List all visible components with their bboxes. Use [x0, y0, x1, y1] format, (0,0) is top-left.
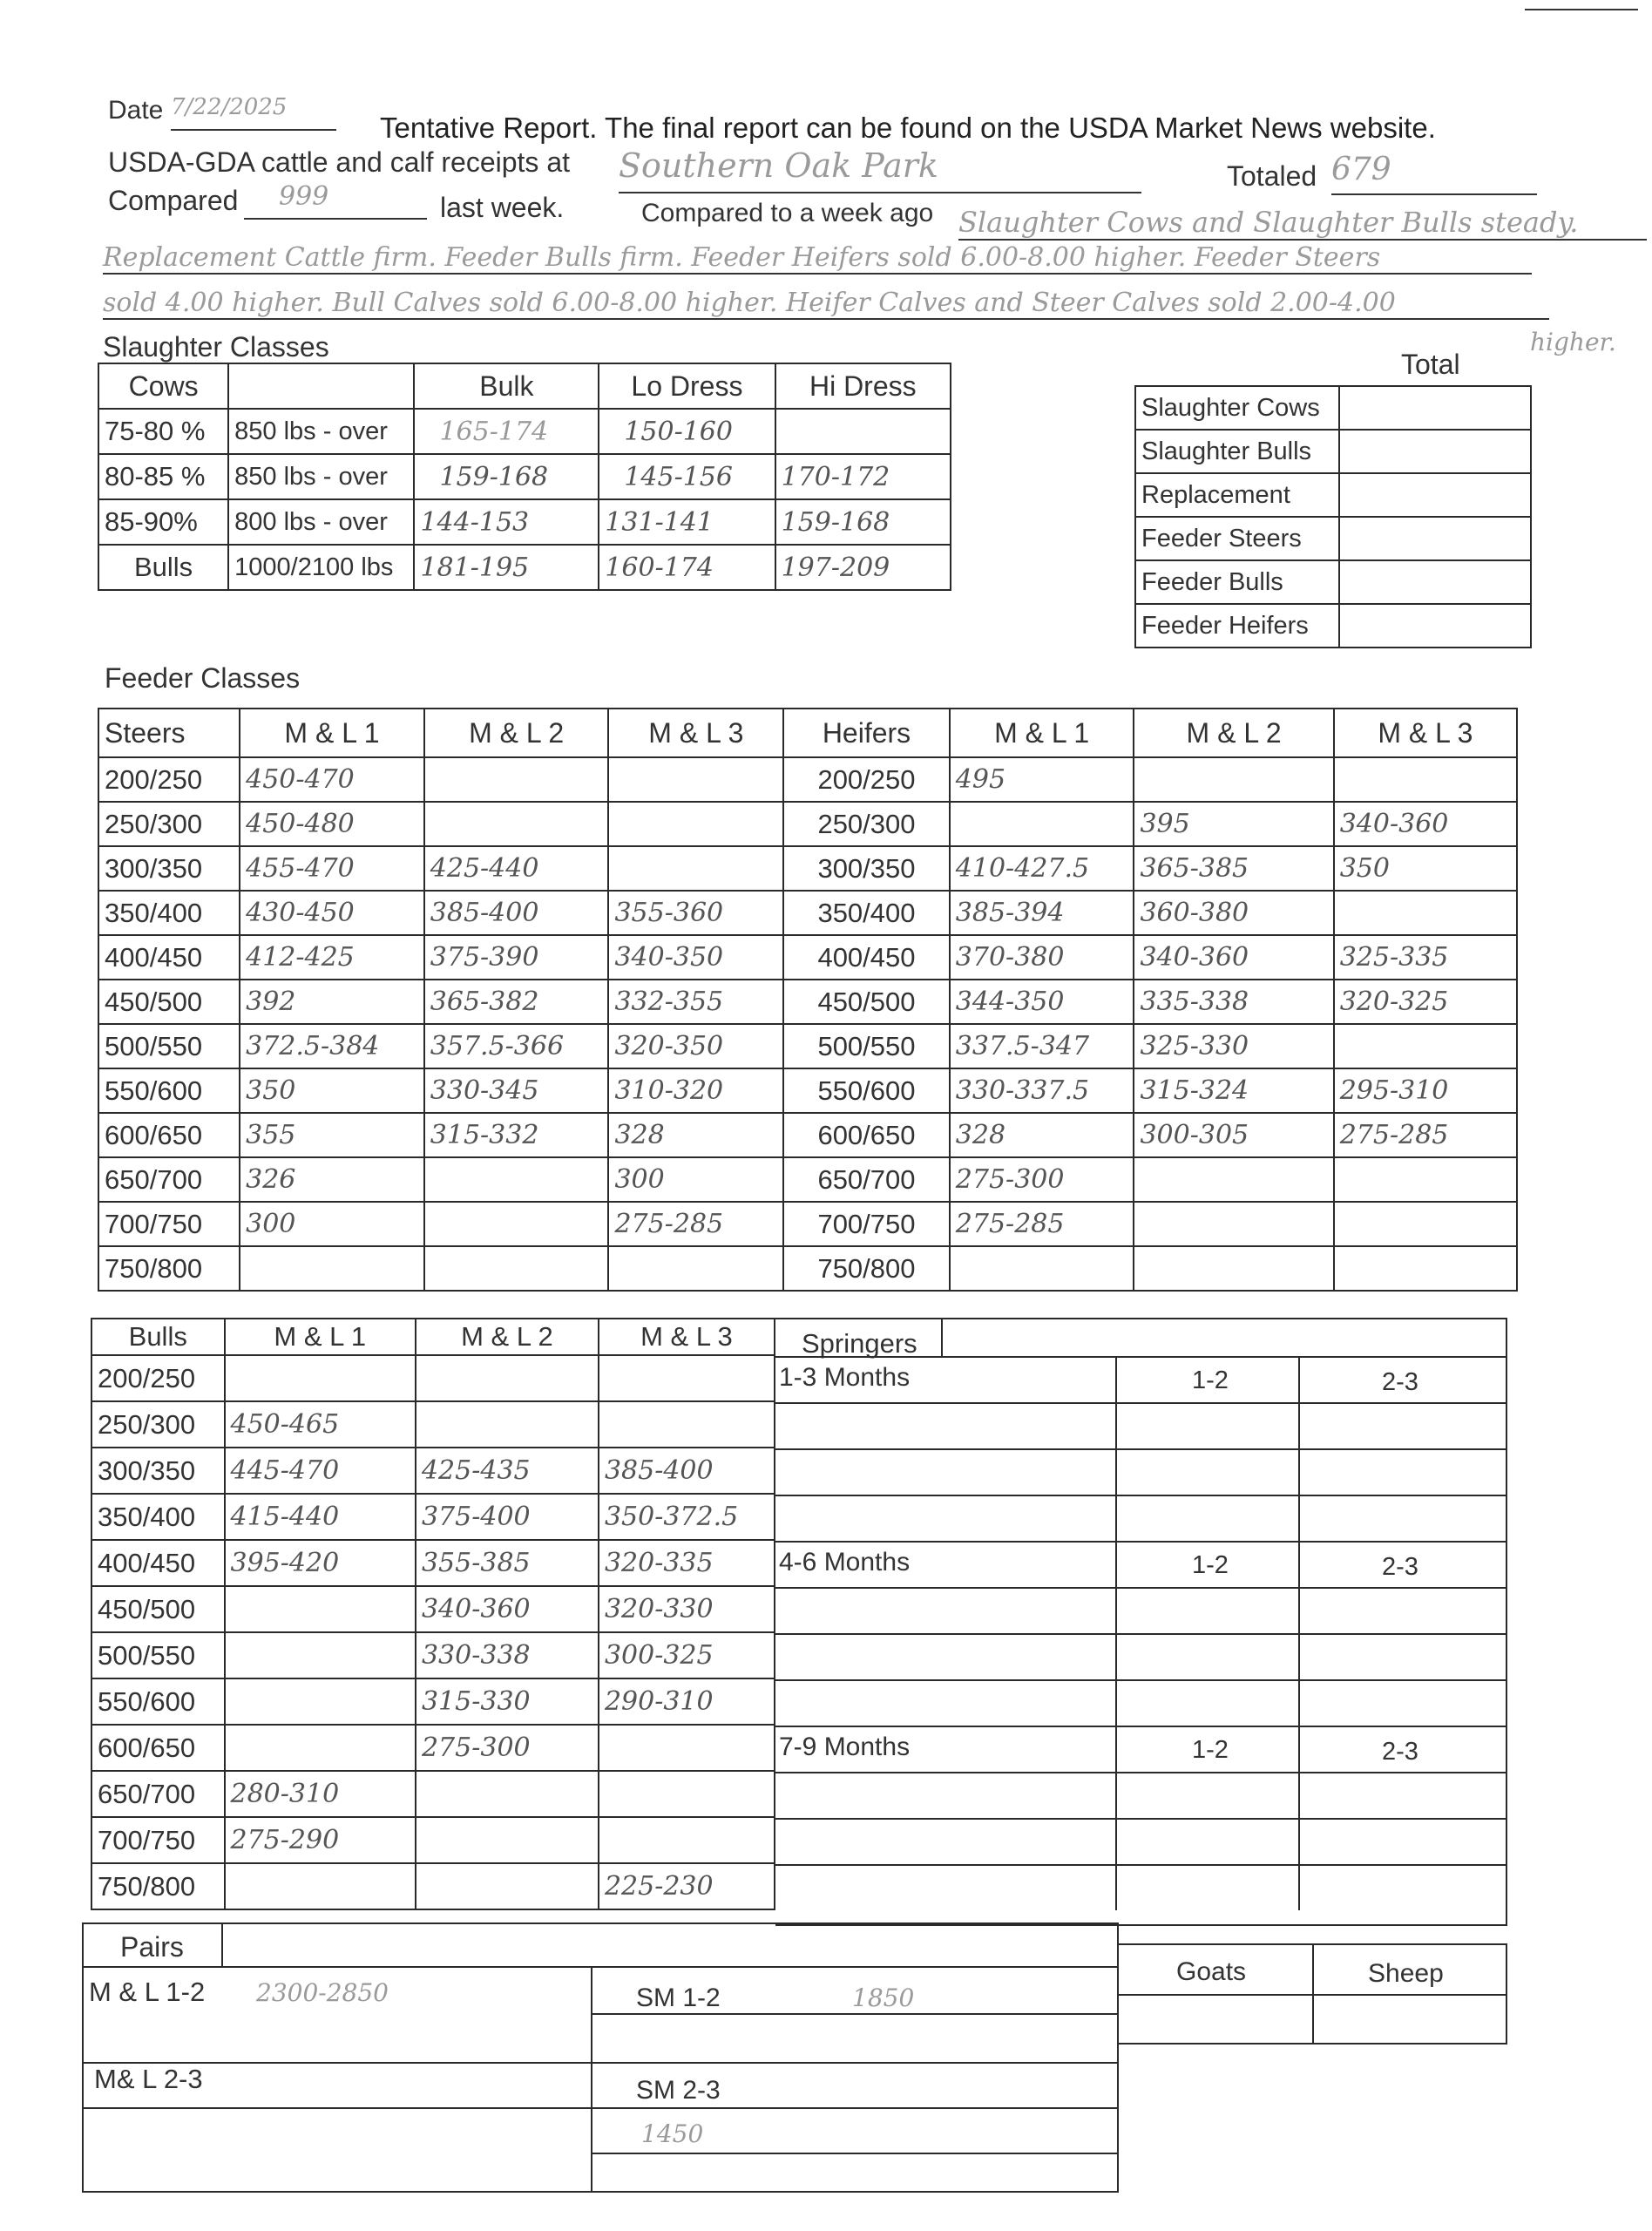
bulls-ml1-cell[interactable] — [225, 1678, 416, 1725]
bulls-ml3-cell[interactable]: 350-372.5 — [599, 1494, 775, 1540]
table-row — [91, 1632, 775, 1678]
summary-line-3: sold 4.00 higher. Bull Calves sold 6.00-8.00 higher. Heifer Calves and Steer Calves sold 2.00-4.00 — [103, 288, 1549, 320]
heifers-ml2-cell[interactable] — [1134, 757, 1333, 802]
bulls-ml2-cell[interactable] — [416, 1771, 599, 1817]
total-label-replacement: Replacement — [1135, 473, 1339, 517]
bulls-weight-cell: 250/300 — [91, 1401, 225, 1448]
week-ago-label: Compared to a week ago — [641, 199, 934, 227]
steers-ml2-cell[interactable] — [424, 1246, 609, 1291]
bulls-weight-cell: 650/700 — [91, 1771, 225, 1817]
bulls-ml2-cell[interactable] — [416, 1863, 599, 1909]
heifers-ml1-cell[interactable] — [950, 1246, 1134, 1291]
table-row — [91, 1771, 775, 1817]
heifers-ml1-cell[interactable]: 328 — [950, 1113, 1134, 1157]
steers-ml3-cell[interactable]: 328 — [608, 1113, 783, 1157]
heifers-ml3-cell[interactable]: 295-310 — [1334, 1068, 1517, 1113]
table-row — [98, 499, 951, 545]
heifers-ml1-cell[interactable] — [950, 802, 1134, 846]
steers-weight-cell: 750/800 — [98, 1246, 240, 1291]
steers-weight-cell: 450/500 — [98, 980, 240, 1024]
steers-ml1-cell[interactable]: 350 — [240, 1068, 424, 1113]
receipts-label: USDA-GDA cattle and calf receipts at — [108, 146, 570, 178]
table-row — [91, 1401, 775, 1448]
table-row — [91, 1817, 775, 1863]
steers-ml3-cell[interactable]: 320-350 — [608, 1024, 783, 1068]
bulls-ml2-cell[interactable] — [416, 1401, 599, 1448]
steers-ml2-cell[interactable] — [424, 757, 609, 802]
heifers-ml1-cell[interactable]: 385-394 — [950, 891, 1134, 935]
steers-weight-cell: 350/400 — [98, 891, 240, 935]
springers-col-divider — [1115, 1541, 1117, 1726]
pairs-sm23-label: SM 2-3 — [636, 2076, 721, 2105]
lo-dress-cell[interactable]: 160-174 — [599, 545, 775, 590]
springers-row-line — [775, 1633, 1506, 1635]
total-label-feeder-heifers: Feeder Heifers — [1135, 604, 1339, 648]
springers-col-divider — [1298, 1541, 1300, 1726]
goats-label: Goats — [1176, 1957, 1247, 1986]
bulls-table — [91, 1318, 775, 1910]
pairs-header-divider — [221, 1922, 223, 1966]
heifers-ml1-header: M & L 1 — [950, 709, 1134, 757]
heifers-weight-cell: 400/450 — [783, 935, 950, 980]
heifers-ml1-cell[interactable]: 344-350 — [950, 980, 1134, 1024]
steers-ml2-header: M & L 2 — [424, 709, 609, 757]
heifers-ml3-cell[interactable]: 320-325 — [1334, 980, 1517, 1024]
cows-header: Cows — [98, 363, 228, 409]
steers-ml1-cell[interactable]: 412-425 — [240, 935, 424, 980]
pairs-mid-divider — [591, 1966, 592, 2191]
table-row — [91, 1355, 775, 1401]
steers-ml2-cell[interactable]: 357.5-366 — [424, 1024, 609, 1068]
springers-row-line — [775, 1448, 1506, 1450]
steers-ml2-cell[interactable]: 365-382 — [424, 980, 609, 1024]
bulls-weight-cell: 750/800 — [91, 1863, 225, 1909]
steers-ml3-cell[interactable] — [608, 757, 783, 802]
bulls-ml1-cell[interactable] — [225, 1355, 416, 1401]
steers-ml2-cell[interactable] — [424, 802, 609, 846]
bulls-ml1-cell[interactable]: 280-310 — [225, 1771, 416, 1817]
totaled-field[interactable]: 679 — [1331, 152, 1537, 195]
summary-line-4: higher. — [1530, 328, 1616, 356]
table-row — [1135, 560, 1531, 604]
pairs-panel — [82, 1922, 1507, 2194]
table-row — [1135, 386, 1531, 430]
total-label-slaughter-cows: Slaughter Cows — [1135, 386, 1339, 430]
steers-ml2-cell[interactable]: 425-440 — [424, 846, 609, 891]
bulls-ml3-header: M & L 3 — [599, 1319, 775, 1355]
heifers-ml3-cell[interactable]: 350 — [1334, 846, 1517, 891]
goats-sheep-row-line — [1119, 1994, 1507, 1996]
heifers-ml2-cell[interactable]: 360-380 — [1134, 891, 1333, 935]
bulk-cell[interactable]: 165-174 — [414, 409, 599, 454]
bulls-weight-cell: 550/600 — [91, 1678, 225, 1725]
bulls-ml2-cell[interactable]: 330-338 — [416, 1632, 599, 1678]
pairs-row-line-3 — [82, 2107, 1119, 2109]
pairs-sm12-label: SM 1-2 — [636, 1983, 721, 2012]
bulls-ml1-cell[interactable]: 415-440 — [225, 1494, 416, 1540]
steers-ml3-cell[interactable] — [608, 846, 783, 891]
heifers-ml3-cell[interactable] — [1334, 1202, 1517, 1246]
tentative-notice: Tentative Report. The final report can be found on the USDA Market News website. — [380, 112, 1436, 144]
heifers-weight-cell: 750/800 — [783, 1246, 950, 1291]
springers-col-divider — [1298, 1356, 1300, 1541]
hi-dress-cell[interactable]: 170-172 — [775, 454, 951, 499]
summary-line-1: Slaughter Cows and Slaughter Bulls steady. — [958, 206, 1647, 241]
steers-ml1-header: M & L 1 — [240, 709, 424, 757]
steers-ml1-cell[interactable]: 372.5-384 — [240, 1024, 424, 1068]
bulls-header: Bulls — [91, 1319, 225, 1355]
bulls-ml1-cell[interactable]: 450-465 — [225, 1401, 416, 1448]
springers-panel — [775, 1318, 1507, 1926]
heifers-ml1-cell[interactable]: 275-285 — [950, 1202, 1134, 1246]
table-row — [91, 1540, 775, 1586]
hi-dress-header: Hi Dress — [775, 363, 951, 409]
table-row — [1135, 473, 1531, 517]
date-label: Date — [108, 96, 164, 125]
bulls-weight-cell: 350/400 — [91, 1494, 225, 1540]
page-edge-line — [1525, 9, 1638, 10]
steers-ml1-cell[interactable]: 450-480 — [240, 802, 424, 846]
springers-row-line — [775, 1864, 1506, 1866]
pairs-ml23-label: M& L 2-3 — [94, 2064, 203, 2094]
slaughter-title: Slaughter Classes — [103, 331, 329, 363]
bulls-ml2-cell[interactable]: 275-300 — [416, 1725, 599, 1771]
bulls-ml2-cell[interactable]: 425-435 — [416, 1448, 599, 1494]
bulls-ml3-cell[interactable]: 300-325 — [599, 1632, 775, 1678]
steers-ml1-cell[interactable]: 355 — [240, 1113, 424, 1157]
table-row — [98, 846, 1517, 891]
springers-grade-1-2: 1-2 — [1192, 1366, 1229, 1394]
springers-row-line — [775, 1402, 1506, 1404]
heifers-weight-cell: 550/600 — [783, 1068, 950, 1113]
heifers-ml3-cell[interactable] — [1334, 1246, 1517, 1291]
pairs-ml12-value[interactable]: 2300-2850 — [256, 1978, 389, 2007]
heifers-ml2-cell[interactable]: 365-385 — [1134, 846, 1333, 891]
grade-cell: 75-80 % — [98, 409, 228, 454]
last-week-label: last week. — [440, 192, 565, 223]
steers-ml1-cell[interactable]: 455-470 — [240, 846, 424, 891]
springers-age-label: 7-9 Months — [779, 1733, 911, 1761]
pairs-title: Pairs — [120, 1931, 184, 1963]
lo-dress-header: Lo Dress — [599, 363, 775, 409]
bulls-ml2-cell[interactable] — [416, 1355, 599, 1401]
pairs-ml12-label: M & L 1-2 — [89, 1977, 206, 2007]
total-label-feeder-bulls: Feeder Bulls — [1135, 560, 1339, 604]
heifers-weight-cell: 650/700 — [783, 1157, 950, 1202]
heifers-weight-cell: 350/400 — [783, 891, 950, 935]
springers-row-line — [775, 1726, 1506, 1727]
bulk-cell[interactable]: 144-153 — [414, 499, 599, 545]
totals-table — [1134, 385, 1532, 648]
summary-line-2: Replacement Cattle firm. Feeder Bulls firm. Feeder Heifers sold 6.00-8.00 higher. Feeder Steers — [103, 242, 1532, 275]
springers-grade-2-3: 2-3 — [1382, 1368, 1418, 1396]
heifers-ml2-cell[interactable]: 340-360 — [1134, 935, 1333, 980]
bulls-ml1-cell[interactable]: 445-470 — [225, 1448, 416, 1494]
bulls-ml3-cell[interactable]: 320-330 — [599, 1586, 775, 1632]
bulls-ml2-cell[interactable]: 375-400 — [416, 1494, 599, 1540]
bulls-ml1-cell[interactable] — [225, 1586, 416, 1632]
steers-ml1-cell[interactable]: 450-470 — [240, 757, 424, 802]
pairs-sm23-value[interactable]: 1450 — [641, 2119, 704, 2148]
steers-weight-cell: 600/650 — [98, 1113, 240, 1157]
hi-dress-cell[interactable]: 159-168 — [775, 499, 951, 545]
table-row — [98, 1024, 1517, 1068]
bulls-ml3-cell[interactable] — [599, 1771, 775, 1817]
table-row — [1135, 517, 1531, 560]
bulls-ml1-cell[interactable] — [225, 1632, 416, 1678]
heifers-ml1-cell[interactable]: 410-427.5 — [950, 846, 1134, 891]
bulls-weight-cell: 450/500 — [91, 1586, 225, 1632]
springers-row-line — [775, 1679, 1506, 1681]
heifers-ml1-cell[interactable]: 495 — [950, 757, 1134, 802]
weight-cell: 850 lbs - over — [228, 409, 414, 454]
heifers-ml1-cell[interactable]: 337.5-347 — [950, 1024, 1134, 1068]
steers-weight-cell: 400/450 — [98, 935, 240, 980]
springers-grade-2-3: 2-3 — [1382, 1738, 1418, 1766]
pairs-sm12-value[interactable]: 1850 — [852, 1983, 915, 2012]
location-field[interactable]: Southern Oak Park — [619, 146, 1141, 193]
bulk-header: Bulk — [414, 363, 599, 409]
heifers-ml3-cell[interactable] — [1334, 1024, 1517, 1068]
grade-cell: Bulls — [98, 545, 228, 590]
steers-ml2-cell[interactable]: 385-400 — [424, 891, 609, 935]
springers-row-line — [775, 1541, 1506, 1543]
steers-ml2-cell[interactable]: 315-332 — [424, 1113, 609, 1157]
springers-header-divider — [941, 1319, 943, 1356]
heifers-ml2-cell[interactable] — [1134, 1157, 1333, 1202]
bulk-cell[interactable]: 159-168 — [414, 454, 599, 499]
springers-age-label: 1-3 Months — [779, 1363, 911, 1392]
springers-col-divider — [1298, 1726, 1300, 1910]
table-row — [98, 980, 1517, 1024]
steers-weight-cell: 550/600 — [98, 1068, 240, 1113]
heifers-ml3-cell[interactable]: 275-285 — [1334, 1113, 1517, 1157]
table-row — [98, 1068, 1517, 1113]
hi-dress-cell[interactable] — [775, 409, 951, 454]
heifers-header: Heifers — [783, 709, 950, 757]
heifers-ml2-cell[interactable] — [1134, 1202, 1333, 1246]
weight-header — [228, 363, 414, 409]
steers-weight-cell: 650/700 — [98, 1157, 240, 1202]
steers-ml2-cell[interactable] — [424, 1157, 609, 1202]
bulls-ml2-cell[interactable]: 340-360 — [416, 1586, 599, 1632]
heifers-weight-cell: 250/300 — [783, 802, 950, 846]
heifers-ml2-cell[interactable]: 325-330 — [1134, 1024, 1333, 1068]
pairs-row-line-2 — [82, 2062, 1119, 2064]
bulls-ml3-cell[interactable]: 225-230 — [599, 1863, 775, 1909]
springers-row-line — [775, 1587, 1506, 1589]
bulls-ml1-cell[interactable]: 395-420 — [225, 1540, 416, 1586]
heifers-ml2-cell[interactable]: 300-305 — [1134, 1113, 1333, 1157]
table-row — [98, 802, 1517, 846]
springers-grade-2-3: 2-3 — [1382, 1553, 1418, 1581]
grade-cell: 80-85 % — [98, 454, 228, 499]
table-row — [98, 1246, 1517, 1291]
weight-cell: 1000/2100 lbs — [228, 545, 414, 590]
steers-ml1-cell[interactable] — [240, 1246, 424, 1291]
steers-ml3-cell[interactable]: 355-360 — [608, 891, 783, 935]
feeder-table — [98, 708, 1518, 1292]
steers-ml1-cell[interactable]: 392 — [240, 980, 424, 1024]
heifers-weight-cell: 500/550 — [783, 1024, 950, 1068]
bulls-ml3-cell[interactable]: 320-335 — [599, 1540, 775, 1586]
hi-dress-cell[interactable]: 197-209 — [775, 545, 951, 590]
bulls-ml1-cell[interactable] — [225, 1863, 416, 1909]
steers-ml3-cell[interactable] — [608, 1246, 783, 1291]
bulls-weight-cell: 200/250 — [91, 1355, 225, 1401]
springers-divider — [775, 1356, 1506, 1358]
table-row — [98, 1157, 1517, 1202]
bulls-ml2-cell[interactable]: 315-330 — [416, 1678, 599, 1725]
sheep-label: Sheep — [1368, 1959, 1444, 1988]
table-row — [1135, 430, 1531, 473]
bulls-ml2-cell[interactable]: 355-385 — [416, 1540, 599, 1586]
pairs-sm23-row-line — [591, 2153, 1119, 2154]
steers-weight-cell: 500/550 — [98, 1024, 240, 1068]
steers-header: Steers — [98, 709, 240, 757]
table-row — [91, 1494, 775, 1540]
table-row — [98, 935, 1517, 980]
pairs-row-line-1 — [82, 1966, 1119, 1968]
total-label-slaughter-bulls: Slaughter Bulls — [1135, 430, 1339, 473]
bulk-cell[interactable]: 181-195 — [414, 545, 599, 590]
springers-row-line — [775, 1495, 1506, 1496]
table-row — [98, 545, 951, 590]
feeder-title: Feeder Classes — [105, 662, 301, 694]
heifers-ml2-cell[interactable]: 315-324 — [1134, 1068, 1333, 1113]
bulls-ml3-cell[interactable]: 385-400 — [599, 1448, 775, 1494]
weight-cell: 850 lbs - over — [228, 454, 414, 499]
heifers-weight-cell: 450/500 — [783, 980, 950, 1024]
table-row — [98, 757, 1517, 802]
table-row — [98, 454, 951, 499]
bulls-weight-cell: 600/650 — [91, 1725, 225, 1771]
lo-dress-cell[interactable]: 150-160 — [599, 409, 775, 454]
heifers-ml3-cell[interactable] — [1334, 757, 1517, 802]
table-row — [91, 1863, 775, 1909]
bulls-ml3-cell[interactable] — [599, 1817, 775, 1863]
springers-col-divider — [1115, 1356, 1117, 1541]
table-row — [98, 1113, 1517, 1157]
total-value-feeder-steers[interactable] — [1339, 517, 1531, 560]
bulls-weight-cell: 300/350 — [91, 1448, 225, 1494]
steers-weight-cell: 250/300 — [98, 802, 240, 846]
springers-col-divider — [1115, 1726, 1117, 1910]
steers-ml1-cell[interactable]: 326 — [240, 1157, 424, 1202]
lo-dress-cell[interactable]: 145-156 — [599, 454, 775, 499]
steers-ml1-cell[interactable]: 300 — [240, 1202, 424, 1246]
steers-weight-cell: 700/750 — [98, 1202, 240, 1246]
heifers-ml1-cell[interactable]: 275-300 — [950, 1157, 1134, 1202]
bulls-ml3-cell[interactable]: 290-310 — [599, 1678, 775, 1725]
bulls-weight-cell: 500/550 — [91, 1632, 225, 1678]
steers-ml2-cell[interactable]: 375-390 — [424, 935, 609, 980]
compared-label: Compared — [108, 185, 239, 216]
steers-ml3-cell[interactable]: 340-350 — [608, 935, 783, 980]
springers-age-label: 4-6 Months — [779, 1548, 911, 1577]
table-row — [91, 1586, 775, 1632]
bulls-ml3-cell[interactable] — [599, 1725, 775, 1771]
heifers-ml2-cell[interactable]: 335-338 — [1134, 980, 1333, 1024]
table-row — [91, 1448, 775, 1494]
steers-ml3-cell[interactable] — [608, 802, 783, 846]
table-row — [98, 409, 951, 454]
bulls-ml1-header: M & L 1 — [225, 1319, 416, 1355]
steers-ml3-cell[interactable]: 332-355 — [608, 980, 783, 1024]
totaled-label: Totaled — [1227, 160, 1317, 192]
table-row — [91, 1725, 775, 1771]
bulls-ml2-header: M & L 2 — [416, 1319, 599, 1355]
steers-ml1-cell[interactable]: 430-450 — [240, 891, 424, 935]
lo-dress-cell[interactable]: 131-141 — [599, 499, 775, 545]
steers-ml3-header: M & L 3 — [608, 709, 783, 757]
heifers-ml3-cell[interactable]: 325-335 — [1334, 935, 1517, 980]
bulls-ml1-cell[interactable]: 275-290 — [225, 1817, 416, 1863]
bulls-ml3-cell[interactable] — [599, 1401, 775, 1448]
table-row — [98, 891, 1517, 935]
heifers-ml3-header: M & L 3 — [1334, 709, 1517, 757]
total-value-slaughter-bulls[interactable] — [1339, 430, 1531, 473]
total-value-feeder-bulls[interactable] — [1339, 560, 1531, 604]
heifers-ml2-cell[interactable]: 395 — [1134, 802, 1333, 846]
total-label-feeder-steers: Feeder Steers — [1135, 517, 1339, 560]
total-header: Total — [1401, 349, 1460, 380]
heifers-weight-cell: 700/750 — [783, 1202, 950, 1246]
compared-field[interactable]: 999 — [244, 181, 427, 220]
heifers-ml1-cell[interactable]: 370-380 — [950, 935, 1134, 980]
weight-cell: 800 lbs - over — [228, 499, 414, 545]
table-row — [1135, 604, 1531, 648]
total-value-replacement[interactable] — [1339, 473, 1531, 517]
pairs-sm-row-line — [591, 2013, 1119, 2015]
bulls-weight-cell: 400/450 — [91, 1540, 225, 1586]
bulls-weight-cell: 700/750 — [91, 1817, 225, 1863]
springers-header: Springers — [802, 1328, 917, 1359]
springers-grade-1-2: 1-2 — [1192, 1551, 1229, 1579]
bulls-ml1-cell[interactable] — [225, 1725, 416, 1771]
table-row — [98, 1202, 1517, 1246]
table-row — [91, 1678, 775, 1725]
steers-ml3-cell[interactable]: 310-320 — [608, 1068, 783, 1113]
bulls-ml2-cell[interactable] — [416, 1817, 599, 1863]
heifers-weight-cell: 300/350 — [783, 846, 950, 891]
steers-ml3-cell[interactable]: 300 — [608, 1157, 783, 1202]
heifers-ml3-cell[interactable] — [1334, 1157, 1517, 1202]
heifers-weight-cell: 200/250 — [783, 757, 950, 802]
springers-row-line — [775, 1772, 1506, 1773]
steers-ml2-cell[interactable] — [424, 1202, 609, 1246]
heifers-ml2-cell[interactable] — [1134, 1246, 1333, 1291]
slaughter-table — [98, 363, 951, 591]
springers-row-line — [775, 1818, 1506, 1820]
total-value-slaughter-cows[interactable] — [1339, 386, 1531, 430]
bulls-ml3-cell[interactable] — [599, 1355, 775, 1401]
steers-weight-cell: 200/250 — [98, 757, 240, 802]
steers-ml2-cell[interactable]: 330-345 — [424, 1068, 609, 1113]
steers-ml3-cell[interactable]: 275-285 — [608, 1202, 783, 1246]
grade-cell: 85-90% — [98, 499, 228, 545]
heifers-ml3-cell[interactable]: 340-360 — [1334, 802, 1517, 846]
heifers-ml3-cell[interactable] — [1334, 891, 1517, 935]
date-field[interactable]: 7/22/2025 — [171, 94, 336, 131]
springers-grade-1-2: 1-2 — [1192, 1736, 1229, 1764]
steers-weight-cell: 300/350 — [98, 846, 240, 891]
heifers-weight-cell: 600/650 — [783, 1113, 950, 1157]
total-value-feeder-heifers[interactable] — [1339, 604, 1531, 648]
heifers-ml2-header: M & L 2 — [1134, 709, 1333, 757]
heifers-ml1-cell[interactable]: 330-337.5 — [950, 1068, 1134, 1113]
